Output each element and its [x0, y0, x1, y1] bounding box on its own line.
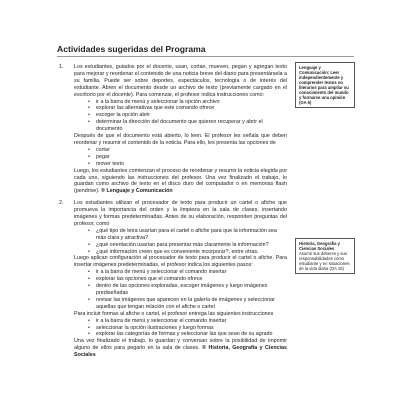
learning-objective-box: [295, 238, 355, 274]
list-item: • determinar la dirección del documento que quieren recuperar y abrir el documento: [96, 119, 287, 133]
subject-tag: ® Historia, Geografía y Ciencias Sociales: [74, 345, 287, 359]
activity-paragraph: [74, 168, 287, 196]
list-item: • cortar: [96, 147, 287, 154]
list-item: • mover texto: [96, 161, 287, 168]
box-heading: Historia, Geografía y Ciencias Sociales: [299, 241, 340, 251]
activities-column: [57, 64, 287, 359]
list-item: • escoger la opción abrir: [96, 112, 287, 119]
question-list: [74, 228, 287, 256]
activity-number: 2.: [59, 200, 64, 207]
option-list: [74, 147, 287, 168]
list-item: • ir a la barra de menú y seleccionar la opción archivo: [96, 99, 287, 106]
learning-objective-box: [295, 62, 355, 108]
list-item: • explorar las opciones que el comando ofrece: [96, 276, 287, 283]
box-body: Asumir sus deberes y sus responsabilidades como estudiante y en situaciones de la vida diaria (OA 15): [299, 251, 350, 271]
list-item: • ¿qué tipo de letra usarían para el cartel o afiche para que la información sea más clara y atractiva?: [96, 228, 287, 242]
list-item: • ¿qué orientación usarían para presentar más claramente la información?: [96, 242, 287, 249]
activity-paragraph-text: Una vez finalizado el trabajo, lo guardan y conversan sobre la posibilidad de imprimir alguno de ellos para pegarlo en la sala de clases.: [74, 338, 287, 352]
list-item: • revisar las imágenes que aparecen en la galería de imágenes y seleccionar aquellas que tengan relación con el afiche o cartel: [96, 297, 287, 311]
activity-paragraph-text: Luego, los estudiantes comienzan el proceso de reordenar y resumir la noticia elegida por cada uno, siguiendo las instrucciones del profesor. Una vez finalizado el trabajo, lo guardan como archivo de texto en el disco duro del computador o en memorias flash (pendrive).: [74, 167, 287, 195]
box-heading: Lenguaje y Comunicación: Leer independientemente y comprender textos no literarios para ampliar su conocimiento del mundo y formarse una opinión (OA 6): [299, 65, 349, 105]
instruction-list: [74, 269, 287, 310]
activity-intro: Los estudiantes, guiados por el docente, usan, cortan, mueven, pegan y agregan texto para mejorar y reordenar el contenido de una noticia breve del diario para presentársela a su familia. Puede ser sobre deportes, espectáculos, tecnología o de interés del estudiante. Abren el documento desde un archivo de texto (previamente cargado en el escritorio por el docente). Para comenzar, el profesor indica instrucciones como:: [74, 64, 287, 98]
list-item: • seleccionar la opción ilustraciones y luego formas: [96, 325, 287, 332]
list-item: • ir a la barra de menú y seleccionar el comando insertar: [96, 318, 287, 325]
list-item: • explorar las categorías de formas y seleccionar las que sean de su agrado: [96, 331, 287, 338]
list-item: • dentro de las opciones exploradas, escoger imágenes y luego imágenes prediseñadas: [96, 283, 287, 297]
activity-intro: Los estudiantes utilizan el procesador de texto para producir un cartel o afiche que promueva la importancia del orden y la limpieza en la sala de clases, insertando imágenes y formas predeterminadas. Antes de su elaboración, responden preguntas del profesor, como: [74, 200, 287, 227]
activity-1: [57, 64, 287, 195]
page-title: Actividades sugeridas del Programa: [57, 44, 206, 54]
title-divider: [57, 56, 354, 57]
activity-number: 1.: [59, 64, 64, 70]
activity-paragraph: Luego aplican configuración al procesador de texto para producir el cartel o afiche. Para insertar imágenes predeterminadas, el profesor indica los siguientes pasos:: [74, 255, 287, 269]
instruction-list: [74, 99, 287, 134]
list-item: • explorar las alternativas que este comando ofrece: [96, 105, 287, 112]
activity-paragraph: [74, 338, 287, 359]
activity-paragraph: Después de que el documento está abierto, lo leen. El profesor les señala que deben reordenar y resumir el contenido de la noticia. Para ello, les presenta las opciones de: [74, 133, 287, 146]
instruction-list: [74, 318, 287, 339]
activity-paragraph: Para incluir formas al afiche o cartel, el profesor entrega las siguientes instrucciones: [74, 310, 274, 317]
subject-tag: ® Lenguaje y Comunicación: [101, 188, 173, 195]
list-item: • ¿qué información creen que es conveniente incorporar?, entre otras.: [96, 249, 287, 256]
list-item: • ir a la barra de menú y seleccionar el comando insertar: [96, 269, 287, 276]
list-item: • pegar: [96, 154, 287, 161]
activity-2: [57, 200, 287, 359]
